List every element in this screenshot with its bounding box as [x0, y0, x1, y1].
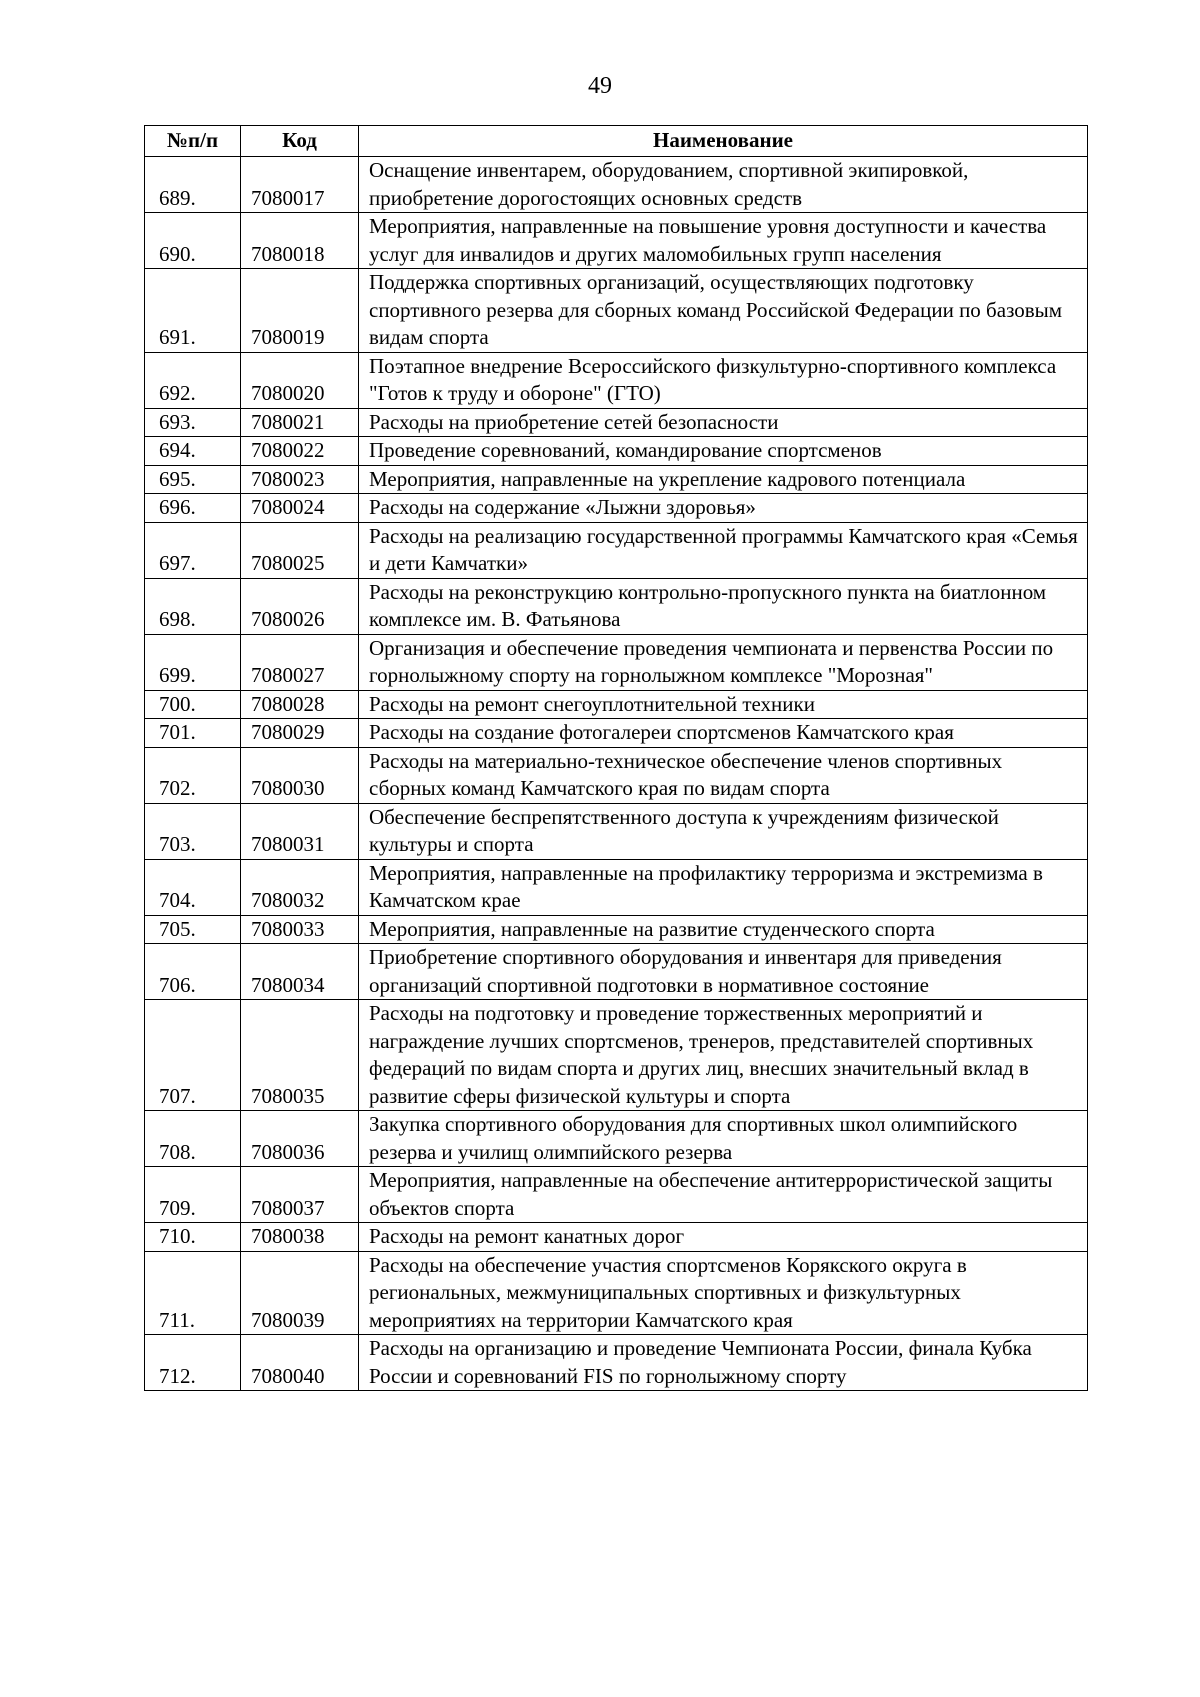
row-number: 689. — [145, 157, 241, 213]
row-number: 695. — [145, 465, 241, 494]
row-number: 694. — [145, 437, 241, 466]
row-code: 7080022 — [241, 437, 359, 466]
row-name: Приобретение спортивного оборудования и инвентаря для приведения организаций спортивной подготовки в нормативное состояние — [359, 944, 1088, 1000]
row-code: 7080017 — [241, 157, 359, 213]
table-row — [145, 634, 1088, 690]
row-name: Мероприятия, направленные на обеспечение антитеррористической защиты объектов спорта — [359, 1167, 1088, 1223]
row-number: 704. — [145, 859, 241, 915]
row-code: 7080031 — [241, 803, 359, 859]
table-row — [145, 719, 1088, 748]
row-number: 706. — [145, 944, 241, 1000]
row-number: 703. — [145, 803, 241, 859]
table-row — [145, 578, 1088, 634]
row-code: 7080021 — [241, 408, 359, 437]
row-name: Расходы на организацию и проведение Чемпионата России, финала Кубка России и соревнований FIS по горнолыжному спорту — [359, 1335, 1088, 1391]
row-code: 7080038 — [241, 1223, 359, 1252]
table-row — [145, 465, 1088, 494]
row-name: Расходы на обеспечение участия спортсменов Корякского округа в региональных, межмуниципальных спортивных и физкультурных мероприятиях на территории Камчатского края — [359, 1251, 1088, 1335]
table-row — [145, 803, 1088, 859]
row-number: 701. — [145, 719, 241, 748]
row-number: 711. — [145, 1251, 241, 1335]
table-row — [145, 352, 1088, 408]
row-code: 7080028 — [241, 690, 359, 719]
row-code: 7080033 — [241, 915, 359, 944]
row-code: 7080040 — [241, 1335, 359, 1391]
table-header-row — [145, 126, 1088, 157]
table-row — [145, 157, 1088, 213]
row-name: Оснащение инвентарем, оборудованием, спортивной экипировкой, приобретение дорогостоящих основных средств — [359, 157, 1088, 213]
table-row — [145, 690, 1088, 719]
row-name: Расходы на ремонт снегоуплотнительной техники — [359, 690, 1088, 719]
table-row — [145, 1335, 1088, 1391]
table-row — [145, 1251, 1088, 1335]
row-name: Мероприятия, направленные на развитие студенческого спорта — [359, 915, 1088, 944]
row-name: Расходы на ремонт канатных дорог — [359, 1223, 1088, 1252]
row-number: 710. — [145, 1223, 241, 1252]
row-name: Закупка спортивного оборудования для спортивных школ олимпийского резерва и училищ олимпийского резерва — [359, 1111, 1088, 1167]
table-row — [145, 494, 1088, 523]
row-number: 712. — [145, 1335, 241, 1391]
row-code: 7080024 — [241, 494, 359, 523]
row-name: Расходы на подготовку и проведение торжественных мероприятий и награждение лучших спортсменов, тренеров, представителей спортивных федераций по видам спорта и других лиц, внесших значительный вклад в развитие сферы физической культуры и спорта — [359, 1000, 1088, 1111]
table-row — [145, 1000, 1088, 1111]
row-name: Расходы на содержание «Лыжни здоровья» — [359, 494, 1088, 523]
row-code: 7080039 — [241, 1251, 359, 1335]
row-name: Мероприятия, направленные на профилактику терроризма и экстремизма в Камчатском крае — [359, 859, 1088, 915]
row-code: 7080037 — [241, 1167, 359, 1223]
row-name: Расходы на реконструкцию контрольно-пропускного пункта на биатлонном комплексе им. В. Фатьянова — [359, 578, 1088, 634]
row-number: 705. — [145, 915, 241, 944]
table-row — [145, 269, 1088, 353]
table-row — [145, 522, 1088, 578]
table-row — [145, 1111, 1088, 1167]
row-name: Обеспечение беспрепятственного доступа к учреждениям физической культуры и спорта — [359, 803, 1088, 859]
row-name: Мероприятия, направленные на повышение уровня доступности и качества услуг для инвалидов и других маломобильных групп населения — [359, 213, 1088, 269]
row-number: 709. — [145, 1167, 241, 1223]
page-number: 49 — [588, 73, 612, 99]
row-number: 690. — [145, 213, 241, 269]
row-code: 7080023 — [241, 465, 359, 494]
row-code: 7080030 — [241, 747, 359, 803]
row-code: 7080029 — [241, 719, 359, 748]
row-number: 700. — [145, 690, 241, 719]
row-code: 7080034 — [241, 944, 359, 1000]
table-row — [145, 1167, 1088, 1223]
header-num: №п/п — [145, 126, 241, 157]
row-number: 698. — [145, 578, 241, 634]
row-code: 7080020 — [241, 352, 359, 408]
table-row — [145, 1223, 1088, 1252]
table-row — [145, 747, 1088, 803]
table-row — [145, 437, 1088, 466]
table-row — [145, 408, 1088, 437]
row-code: 7080027 — [241, 634, 359, 690]
table-body — [145, 157, 1088, 1391]
row-code: 7080018 — [241, 213, 359, 269]
row-name: Расходы на создание фотогалереи спортсменов Камчатского края — [359, 719, 1088, 748]
row-number: 708. — [145, 1111, 241, 1167]
header-code: Код — [241, 126, 359, 157]
row-code: 7080035 — [241, 1000, 359, 1111]
row-number: 707. — [145, 1000, 241, 1111]
row-code: 7080025 — [241, 522, 359, 578]
row-code: 7080019 — [241, 269, 359, 353]
row-number: 699. — [145, 634, 241, 690]
row-name: Организация и обеспечение проведения чемпионата и первенства России по горнолыжному спорту на горнолыжном комплексе "Морозная" — [359, 634, 1088, 690]
table-row — [145, 859, 1088, 915]
row-number: 693. — [145, 408, 241, 437]
table-row — [145, 944, 1088, 1000]
row-number: 702. — [145, 747, 241, 803]
row-number: 697. — [145, 522, 241, 578]
table-row — [145, 915, 1088, 944]
row-number: 691. — [145, 269, 241, 353]
row-code: 7080036 — [241, 1111, 359, 1167]
header-name: Наименование — [359, 126, 1088, 157]
row-code: 7080026 — [241, 578, 359, 634]
row-name: Расходы на материально-техническое обеспечение членов спортивных сборных команд Камчатского края по видам спорта — [359, 747, 1088, 803]
row-number: 692. — [145, 352, 241, 408]
row-name: Расходы на приобретение сетей безопасности — [359, 408, 1088, 437]
row-name: Расходы на реализацию государственной программы Камчатского края «Семья и дети Камчатки» — [359, 522, 1088, 578]
table-row — [145, 213, 1088, 269]
row-code: 7080032 — [241, 859, 359, 915]
budget-codes-table — [144, 125, 1088, 1391]
row-number: 696. — [145, 494, 241, 523]
row-name: Мероприятия, направленные на укрепление кадрового потенциала — [359, 465, 1088, 494]
row-name: Поэтапное внедрение Всероссийского физкультурно-спортивного комплекса "Готов к труду и обороне" (ГТО) — [359, 352, 1088, 408]
row-name: Проведение соревнований, командирование спортсменов — [359, 437, 1088, 466]
row-name: Поддержка спортивных организаций, осуществляющих подготовку спортивного резерва для сборных команд Российской Федерации по базовым видам спорта — [359, 269, 1088, 353]
